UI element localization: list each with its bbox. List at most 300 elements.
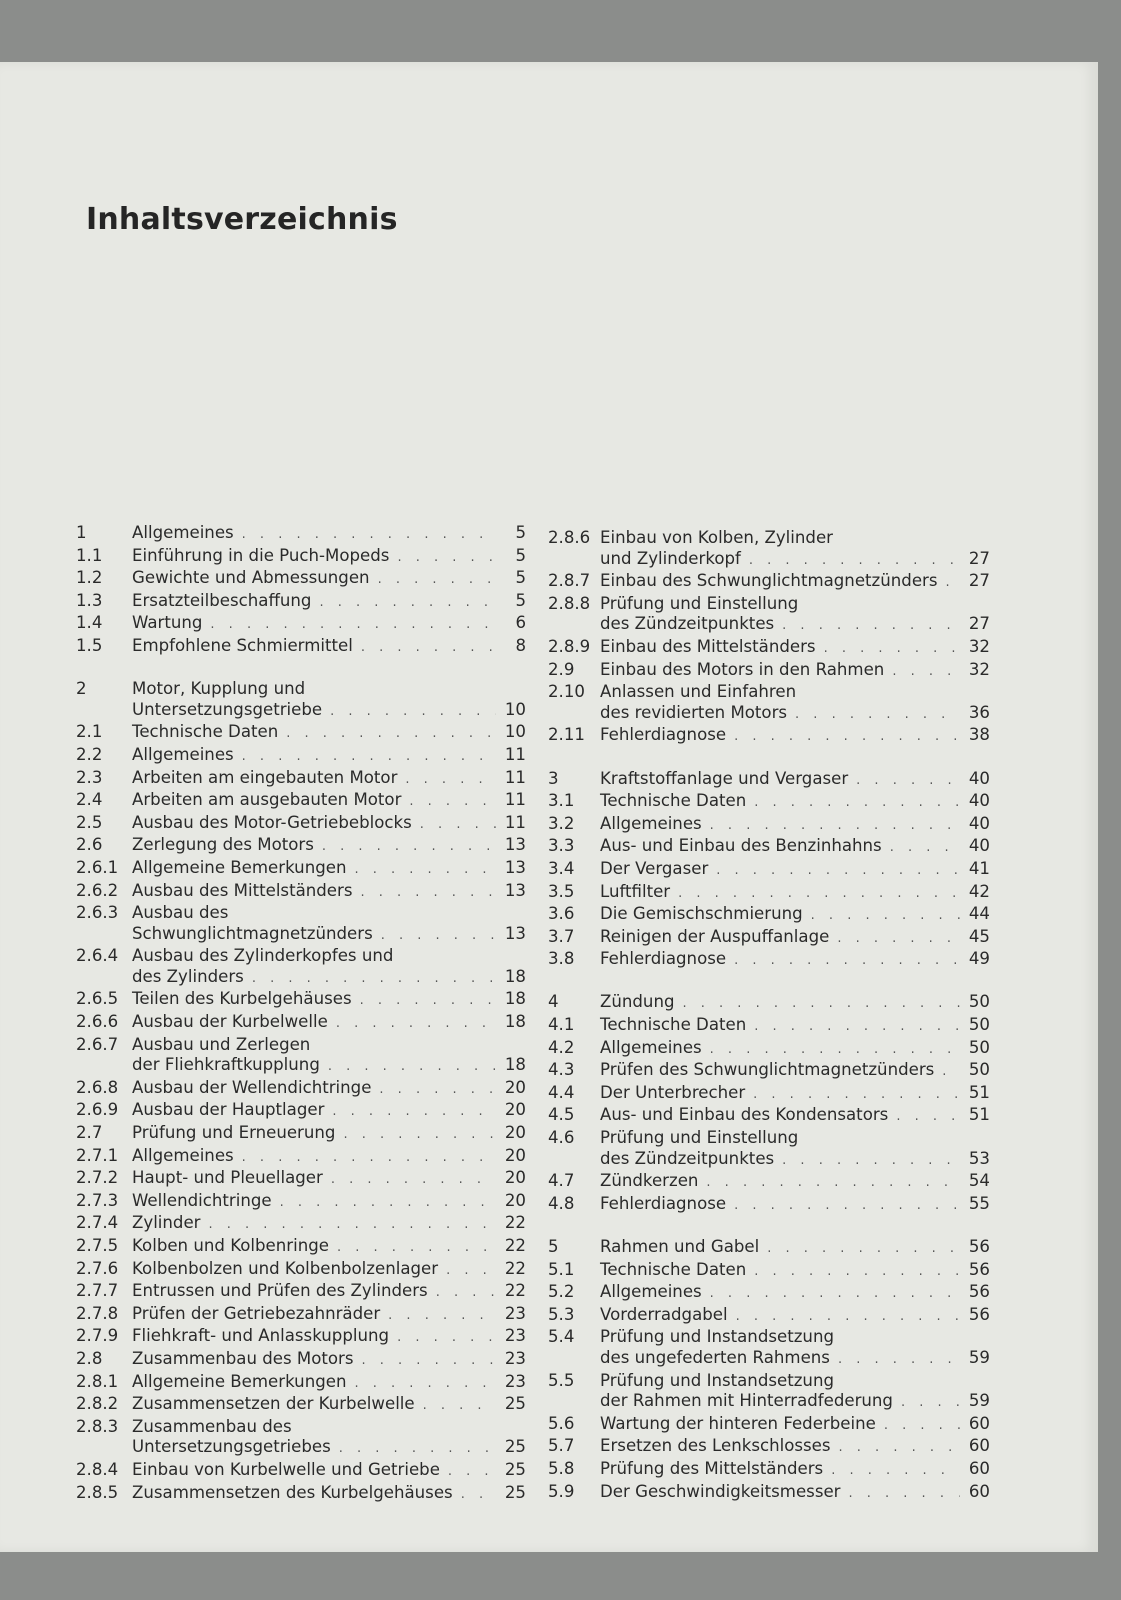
toc-entry-page: 53 bbox=[968, 1148, 990, 1168]
toc-entry-number: 2.8.4 bbox=[76, 1459, 119, 1479]
toc-entry-line bbox=[600, 992, 990, 1015]
toc-entry-body bbox=[132, 1394, 526, 1417]
toc-entry-page: 13 bbox=[504, 880, 526, 900]
toc-entry bbox=[548, 949, 990, 972]
toc-entry-body bbox=[132, 1304, 526, 1327]
toc-entry-number: 2.6.7 bbox=[76, 1034, 119, 1054]
toc-entry-body bbox=[600, 1327, 990, 1370]
toc-entry-page: 23 bbox=[504, 1326, 526, 1346]
toc-entry-line bbox=[132, 546, 526, 569]
toc-entry-title: Allgemeine Bemerkungen bbox=[132, 1371, 347, 1391]
toc-entry-body bbox=[600, 1282, 990, 1305]
toc-entry-title: Luftfilter bbox=[600, 881, 671, 901]
toc-entry-title: Ausbau des Motor-Getriebeblocks bbox=[132, 812, 412, 832]
toc-entry-line bbox=[600, 1327, 990, 1348]
toc-entry-line bbox=[132, 903, 526, 924]
toc-entry-page: 6 bbox=[515, 613, 526, 633]
toc-entry-body bbox=[132, 1259, 526, 1282]
toc-entry-title: Allgemeines bbox=[132, 1145, 234, 1165]
toc-entry-line bbox=[600, 1371, 990, 1392]
toc-entry-title: Anlassen und Einfahren bbox=[600, 682, 797, 702]
toc-entry-number: 4.5 bbox=[548, 1105, 575, 1125]
toc-entry-number: 3 bbox=[548, 768, 559, 788]
toc-entry-number: 3.2 bbox=[548, 813, 575, 833]
toc-entry-line bbox=[132, 924, 526, 947]
toc-entry-title: Allgemeines bbox=[132, 523, 234, 542]
toc-entry-page: 27 bbox=[968, 614, 990, 634]
toc-entry-page: 22 bbox=[504, 1258, 526, 1278]
toc-entry bbox=[548, 594, 990, 637]
toc-entry-number: 5 bbox=[548, 1237, 559, 1256]
toc-entry-line bbox=[600, 859, 990, 882]
toc-entry-body bbox=[600, 1414, 990, 1437]
toc-entry-line bbox=[600, 791, 990, 814]
toc-entry-line bbox=[132, 591, 526, 614]
toc-entry-page: 60 bbox=[968, 1413, 990, 1433]
toc-entry bbox=[76, 1349, 526, 1372]
toc-entry bbox=[76, 1236, 526, 1259]
toc-entry-number: 3.7 bbox=[548, 926, 575, 946]
toc-entry-page: 51 bbox=[968, 1082, 990, 1102]
toc-entry bbox=[548, 528, 990, 571]
toc-entry-number: 4 bbox=[548, 992, 559, 1012]
toc-entry-page: 20 bbox=[504, 1123, 526, 1143]
toc-entry-body bbox=[132, 1146, 526, 1169]
toc-entry-page: 13 bbox=[504, 923, 526, 943]
toc-dot-leader bbox=[448, 1462, 496, 1483]
toc-entry-line bbox=[132, 946, 526, 967]
toc-entry-title: Allgemeines bbox=[600, 1282, 702, 1302]
toc-entry-number: 4.8 bbox=[548, 1193, 575, 1213]
toc-entry-body bbox=[600, 1038, 990, 1061]
toc-entry-body bbox=[600, 594, 990, 637]
toc-dot-leader bbox=[734, 727, 960, 748]
toc-dot-leader bbox=[328, 1057, 496, 1078]
toc-entry-page: 23 bbox=[504, 1303, 526, 1323]
toc-dot-leader bbox=[337, 1238, 496, 1259]
toc-entry-title: Vorderradgabel bbox=[600, 1304, 728, 1324]
toc-entry-number: 2.2 bbox=[76, 744, 103, 764]
toc-entry-number: 5.8 bbox=[548, 1458, 575, 1478]
toc-dot-leader bbox=[754, 1017, 960, 1038]
toc-entry-body bbox=[132, 881, 526, 904]
toc-dot-leader bbox=[423, 1396, 496, 1417]
toc-entry bbox=[76, 1304, 526, 1327]
toc-entry-title: Prüfen des Schwunglichtmagnetzünders bbox=[600, 1060, 935, 1080]
toc-entry-body bbox=[132, 1012, 526, 1035]
toc-entry-number: 3.4 bbox=[548, 858, 575, 878]
toc-entry-page: 20 bbox=[504, 1190, 526, 1210]
toc-entry-number: 5.5 bbox=[548, 1370, 575, 1390]
toc-entry-page: 10 bbox=[504, 699, 526, 719]
toc-entry-number: 1.3 bbox=[76, 590, 103, 610]
toc-entry-body bbox=[132, 903, 526, 946]
toc-entry-page: 50 bbox=[968, 1037, 990, 1057]
toc-entry-title: Zusammensetzen der Kurbelwelle bbox=[132, 1394, 415, 1414]
toc-dot-leader bbox=[397, 548, 496, 569]
toc-entry-body bbox=[600, 882, 990, 905]
toc-entry bbox=[76, 591, 526, 614]
toc-entry bbox=[548, 1414, 990, 1437]
toc-entry-page: 50 bbox=[968, 1060, 990, 1080]
toc-entry bbox=[548, 1128, 990, 1171]
toc-entry-line bbox=[132, 1281, 526, 1304]
toc-entry-number: 2.7.4 bbox=[76, 1213, 119, 1233]
toc-entry bbox=[76, 1372, 526, 1395]
toc-entry-line bbox=[600, 1149, 990, 1172]
toc-entry-body bbox=[132, 946, 526, 989]
toc-entry-title: Technische Daten bbox=[600, 1259, 747, 1279]
toc-entry-number: 2.9 bbox=[548, 659, 575, 679]
toc-entry-page: 44 bbox=[968, 904, 990, 924]
toc-entry-line bbox=[600, 814, 990, 837]
toc-entry-page: 11 bbox=[504, 790, 526, 810]
toc-entry-page: 20 bbox=[504, 1100, 526, 1120]
toc-entry-number: 2.8.7 bbox=[548, 571, 591, 591]
toc-entry-line bbox=[132, 568, 526, 591]
toc-entry-body bbox=[600, 791, 990, 814]
toc-entry-title: Haupt- und Pleuellager bbox=[132, 1168, 323, 1188]
toc-entry-title: der Fliehkraftkupplung bbox=[132, 1055, 320, 1075]
toc-entry-title: Ausbau des bbox=[132, 903, 229, 923]
toc-entry-page: 5 bbox=[515, 545, 526, 565]
toc-entry-line bbox=[132, 1437, 526, 1460]
toc-entry bbox=[76, 1078, 526, 1101]
toc-entry-title: Prüfung und Instandsetzung bbox=[600, 1327, 834, 1347]
toc-entry-number: 2.3 bbox=[76, 767, 103, 787]
toc-dot-leader bbox=[242, 525, 496, 546]
toc-entry-title: Technische Daten bbox=[600, 791, 747, 811]
toc-entry-title: Fehlerdiagnose bbox=[600, 949, 727, 969]
toc-entry-line bbox=[600, 614, 990, 637]
toc-entry-body bbox=[132, 1100, 526, 1123]
toc-entry-body bbox=[600, 769, 990, 792]
toc-entry-line bbox=[132, 1055, 526, 1078]
toc-entry-page: 55 bbox=[968, 1193, 990, 1213]
toc-entry-title: Zusammenbau des bbox=[132, 1416, 292, 1436]
toc-entry-line bbox=[132, 790, 526, 813]
toc-entry-body bbox=[600, 1194, 990, 1217]
toc-entry-number: 2.1 bbox=[76, 722, 103, 742]
toc-entry-line bbox=[132, 1191, 526, 1214]
toc-entry-page: 50 bbox=[968, 1015, 990, 1035]
toc-entry-body bbox=[132, 636, 526, 659]
toc-entry bbox=[548, 769, 990, 792]
toc-entry-line bbox=[600, 1391, 990, 1414]
toc-entry-line bbox=[600, 1038, 990, 1061]
toc-entry-line bbox=[132, 1100, 526, 1123]
toc-dot-leader bbox=[706, 1173, 960, 1194]
toc-entry-page: 56 bbox=[968, 1282, 990, 1302]
toc-dot-leader bbox=[286, 724, 496, 745]
toc-entry-line bbox=[600, 1060, 990, 1083]
toc-entry bbox=[548, 1305, 990, 1328]
toc-dot-leader bbox=[242, 747, 496, 768]
toc-entry-line bbox=[132, 1326, 526, 1349]
toc-entry-number: 1 bbox=[76, 523, 87, 542]
toc-entry bbox=[548, 1459, 990, 1482]
toc-entry-line bbox=[600, 927, 990, 950]
toc-dot-leader bbox=[678, 884, 960, 905]
toc-dot-leader bbox=[884, 1416, 960, 1437]
toc-entry-body bbox=[600, 1083, 990, 1106]
toc-dot-leader bbox=[710, 1040, 960, 1061]
toc-entry-number: 2.8.2 bbox=[76, 1394, 119, 1414]
toc-entry-page: 11 bbox=[504, 744, 526, 764]
toc-entry-title: Fehlerdiagnose bbox=[600, 725, 727, 745]
toc-entry-page: 38 bbox=[968, 725, 990, 745]
toc-entry bbox=[548, 1482, 990, 1505]
toc-entry bbox=[548, 1171, 990, 1194]
toc-dot-leader bbox=[446, 1261, 496, 1282]
toc-entry-page: 11 bbox=[504, 812, 526, 832]
toc-dot-leader bbox=[767, 1239, 960, 1260]
toc-entry-line bbox=[132, 813, 526, 836]
toc-dot-leader bbox=[890, 838, 960, 859]
toc-entry-line bbox=[600, 1459, 990, 1482]
toc-entry-body bbox=[600, 904, 990, 927]
toc-entry-title: Ausbau des Mittelständers bbox=[132, 880, 353, 900]
toc-entry bbox=[76, 858, 526, 881]
toc-entry-body bbox=[600, 992, 990, 1015]
toc-entry-number: 1.1 bbox=[76, 545, 103, 565]
toc-entry-line bbox=[132, 613, 526, 636]
toc-dot-leader bbox=[837, 929, 960, 950]
toc-entry bbox=[548, 1105, 990, 1128]
toc-entry-body bbox=[132, 1078, 526, 1101]
toc-entry-line bbox=[132, 1078, 526, 1101]
toc-entry-title: Prüfung und Erneuerung bbox=[132, 1123, 336, 1143]
toc-entry-number: 3.6 bbox=[548, 904, 575, 924]
toc-entry-line bbox=[600, 637, 990, 660]
toc-entry-line bbox=[600, 1237, 990, 1260]
toc-entry-number: 2.8.8 bbox=[548, 593, 591, 613]
toc-entry-number: 2.8.3 bbox=[76, 1416, 119, 1436]
toc-entry-page: 49 bbox=[968, 949, 990, 969]
toc-entry bbox=[76, 568, 526, 591]
toc-entry bbox=[76, 768, 526, 791]
toc-entry-page: 51 bbox=[968, 1105, 990, 1125]
toc-entry-title: Wellendichtringe bbox=[132, 1190, 272, 1210]
toc-entry-page: 22 bbox=[504, 1213, 526, 1233]
toc-entry-line bbox=[132, 1123, 526, 1146]
toc-entry-line bbox=[600, 769, 990, 792]
toc-dot-leader bbox=[360, 991, 496, 1012]
toc-dot-leader bbox=[252, 969, 496, 990]
toc-entry-page: 22 bbox=[504, 1281, 526, 1301]
toc-entry-page: 18 bbox=[504, 1012, 526, 1032]
toc-entry-title: des ungefederten Rahmens bbox=[600, 1347, 830, 1367]
toc-entry bbox=[76, 1460, 526, 1483]
toc-entry-body bbox=[600, 528, 990, 571]
toc-entry-title: Zylinder bbox=[132, 1213, 201, 1233]
toc-entry-number: 4.6 bbox=[548, 1128, 575, 1148]
toc-entry-body bbox=[132, 591, 526, 614]
toc-entry-page: 22 bbox=[504, 1236, 526, 1255]
toc-dot-leader bbox=[811, 906, 960, 927]
toc-dot-leader bbox=[716, 861, 960, 882]
toc-dot-leader bbox=[754, 1262, 960, 1283]
toc-entry-line bbox=[600, 904, 990, 927]
toc-entry-title: Einführung in die Puch-Mopeds bbox=[132, 545, 390, 565]
toc-entry-title: Einbau von Kolben, Zylinder bbox=[600, 528, 833, 547]
toc-entry-title: Einbau des Motors in den Rahmen bbox=[600, 659, 885, 679]
toc-entry-page: 59 bbox=[968, 1391, 990, 1411]
toc-dot-leader bbox=[409, 792, 496, 813]
toc-dot-leader bbox=[736, 1307, 960, 1328]
toc-entry bbox=[548, 1371, 990, 1414]
toc-entry-page: 13 bbox=[504, 857, 526, 877]
toc-entry-page: 56 bbox=[968, 1237, 990, 1256]
toc-entry-body bbox=[600, 637, 990, 660]
toc-entry-title: Gewichte und Abmessungen bbox=[132, 568, 370, 588]
toc-entry-page: 25 bbox=[504, 1437, 526, 1457]
toc-entry-number: 2.4 bbox=[76, 790, 103, 810]
toc-entry-page: 20 bbox=[504, 1077, 526, 1097]
toc-entry-page: 41 bbox=[968, 858, 990, 878]
toc-entry-title: Kraftstoffanlage und Vergaser bbox=[600, 768, 849, 788]
toc-entry bbox=[548, 1194, 990, 1217]
toc-entry-number: 2 bbox=[76, 679, 87, 699]
toc-entry-body bbox=[600, 859, 990, 882]
toc-entry-line bbox=[132, 1035, 526, 1056]
toc-entry-number: 3.3 bbox=[548, 836, 575, 856]
toc-entry bbox=[548, 1083, 990, 1106]
toc-column-left bbox=[76, 523, 526, 1505]
toc-entry-title: Aus- und Einbau des Kondensators bbox=[600, 1105, 889, 1125]
toc-entry-line bbox=[132, 700, 526, 723]
toc-dot-leader bbox=[319, 593, 496, 614]
toc-entry-line bbox=[600, 1105, 990, 1128]
toc-dot-leader bbox=[782, 616, 960, 637]
toc-entry-page: 60 bbox=[968, 1481, 990, 1501]
toc-entry bbox=[76, 1394, 526, 1417]
toc-entry-body bbox=[132, 1213, 526, 1236]
toc-entry-title: der Rahmen mit Hinterradfederung bbox=[600, 1391, 893, 1411]
toc-entry bbox=[76, 1100, 526, 1123]
toc-entry bbox=[548, 904, 990, 927]
toc-entry bbox=[548, 1436, 990, 1459]
toc-entry-title: Reinigen der Auspuffanlage bbox=[600, 926, 830, 946]
toc-entry-body bbox=[600, 1260, 990, 1283]
toc-entry-body bbox=[132, 1417, 526, 1460]
page-title: Inhaltsverzeichnis bbox=[86, 202, 398, 237]
toc-entry-number: 1.4 bbox=[76, 613, 103, 633]
toc-dot-leader bbox=[381, 926, 496, 947]
toc-entry-body bbox=[132, 989, 526, 1012]
toc-dot-leader bbox=[946, 573, 961, 594]
toc-entry-number: 5.9 bbox=[548, 1481, 575, 1501]
toc-dot-leader bbox=[461, 1485, 496, 1506]
toc-entry-page: 11 bbox=[504, 767, 526, 787]
toc-entry-line bbox=[132, 1213, 526, 1236]
toc-entry-title: Die Gemischschmierung bbox=[600, 904, 803, 924]
toc-entry bbox=[548, 992, 990, 1015]
toc-entry-title: Zusammensetzen des Kurbelgehäuses bbox=[132, 1482, 453, 1502]
toc-dot-leader bbox=[753, 1085, 960, 1106]
toc-entry-title: Wartung der hinteren Federbeine bbox=[600, 1413, 876, 1433]
toc-entry bbox=[548, 859, 990, 882]
toc-dot-leader bbox=[361, 638, 496, 659]
toc-dot-leader bbox=[901, 1393, 960, 1414]
toc-entry-number: 5.4 bbox=[548, 1327, 575, 1347]
toc-dot-leader bbox=[322, 837, 496, 858]
toc-entry bbox=[548, 927, 990, 950]
toc-entry-line bbox=[132, 1483, 526, 1506]
toc-dot-leader bbox=[838, 1350, 960, 1371]
toc-entry-title: Der Geschwindigkeitsmesser bbox=[600, 1481, 841, 1501]
toc-entry-line bbox=[600, 703, 990, 726]
toc-entry-page: 54 bbox=[968, 1171, 990, 1191]
toc-entry-body bbox=[600, 1459, 990, 1482]
toc-entry-line bbox=[600, 594, 990, 615]
toc-entry-title: Empfohlene Schmiermittel bbox=[132, 635, 353, 655]
toc-dot-leader bbox=[388, 1306, 496, 1327]
toc-entry bbox=[76, 813, 526, 836]
toc-entry-title: des Zündzeitpunktes bbox=[600, 614, 775, 634]
toc-entry-line bbox=[132, 858, 526, 881]
toc-entry-page: 18 bbox=[504, 966, 526, 986]
toc-entry-page: 20 bbox=[504, 1145, 526, 1165]
toc-entry-line bbox=[600, 660, 990, 683]
toc-entry-line bbox=[132, 1349, 526, 1372]
toc-entry-body bbox=[132, 1168, 526, 1191]
toc-entry-line bbox=[600, 1305, 990, 1328]
toc-entry-page: 59 bbox=[968, 1347, 990, 1367]
toc-entry-line bbox=[600, 682, 990, 703]
toc-entry-body bbox=[600, 571, 990, 594]
toc-entry-number: 3.8 bbox=[548, 949, 575, 969]
toc-entry bbox=[76, 1417, 526, 1460]
toc-entry-title: Allgemeines bbox=[132, 744, 234, 764]
toc-entry-body bbox=[132, 679, 526, 722]
toc-dot-leader bbox=[330, 702, 496, 723]
toc-entry-body bbox=[600, 1237, 990, 1260]
toc-entry-number: 2.11 bbox=[548, 725, 585, 745]
toc-entry-number: 2.6.4 bbox=[76, 946, 119, 966]
toc-entry-title: Technische Daten bbox=[600, 1015, 747, 1035]
toc-dot-leader bbox=[360, 883, 496, 904]
toc-entry-number: 4.3 bbox=[548, 1060, 575, 1080]
toc-entry-number: 5.7 bbox=[548, 1436, 575, 1456]
toc-entry-line bbox=[132, 722, 526, 745]
toc-entry-number: 2.6 bbox=[76, 835, 103, 855]
toc-entry-body bbox=[132, 1460, 526, 1483]
toc-dot-leader bbox=[242, 1148, 496, 1169]
toc-entry-title: Arbeiten am ausgebauten Motor bbox=[132, 790, 402, 810]
toc-entry-title: und Zylinderkopf bbox=[600, 548, 741, 568]
toc-entry-number: 2.8.1 bbox=[76, 1371, 119, 1391]
toc-entry-line bbox=[600, 836, 990, 859]
toc-entry-number: 4.4 bbox=[548, 1082, 575, 1102]
toc-entry-line bbox=[600, 1128, 990, 1149]
toc-dot-leader bbox=[795, 705, 960, 726]
toc-dot-leader bbox=[856, 771, 960, 792]
toc-entry-line bbox=[132, 967, 526, 990]
toc-dot-leader bbox=[754, 793, 960, 814]
toc-entry-body bbox=[132, 523, 526, 546]
toc-entry-title: Motor, Kupplung und bbox=[132, 679, 306, 699]
toc-entry-page: 56 bbox=[968, 1259, 990, 1279]
toc-entry-line bbox=[132, 1012, 526, 1035]
toc-entry bbox=[76, 1035, 526, 1078]
toc-entry-number: 2.8.5 bbox=[76, 1482, 119, 1502]
toc-entry-number: 5.3 bbox=[548, 1304, 575, 1324]
toc-entry bbox=[548, 1060, 990, 1083]
toc-entry-page: 5 bbox=[515, 523, 526, 542]
toc-entry-line bbox=[600, 571, 990, 594]
toc-entry-page: 40 bbox=[968, 791, 990, 811]
